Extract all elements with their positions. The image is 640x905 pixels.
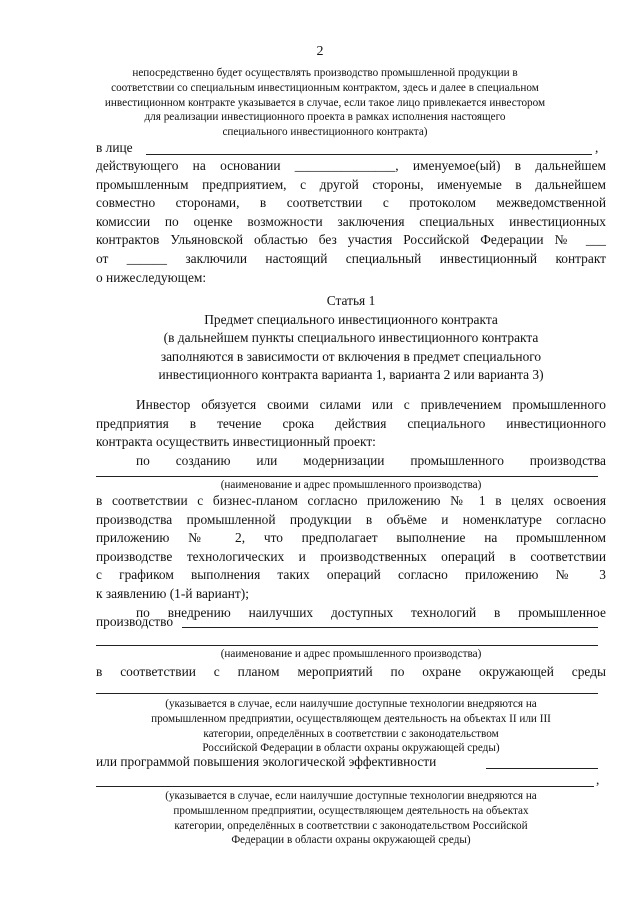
eco-program-line: или программой повышения экологической эффективности bbox=[96, 754, 437, 769]
investor-line: контракта осуществить инвестиционный проект: bbox=[96, 434, 376, 450]
variant1-line: производстве технологических и производственных операций в соответствии bbox=[96, 548, 606, 564]
eco-program-blank-b bbox=[96, 786, 594, 787]
note-line: Российской Федерации в области охраны окружающей среды) bbox=[202, 742, 500, 755]
variant1-line: в соответствии с бизнес-планом согласно приложению № 1 в целях освоения bbox=[96, 493, 606, 508]
production-blank-1 bbox=[96, 476, 598, 477]
caption-production-2: (наименование и адрес промышленного производства) bbox=[220, 648, 482, 660]
note-line: категории, определённых в соответствии с законодательством Российской bbox=[174, 819, 528, 832]
variant1-line: к заявлению (1-й вариант); bbox=[96, 585, 249, 601]
note-line: Федерации в области охраны окружающей среды) bbox=[231, 834, 471, 847]
paragraph-line: промышленным предприятием, с другой стороны, именуемые в дальнейшем bbox=[96, 176, 606, 192]
note-line: (указывается в случае, если наилучшие доступные технологии внедряются на bbox=[165, 790, 537, 802]
note-eco-program bbox=[96, 789, 606, 848]
env-plan-blank bbox=[96, 693, 598, 694]
article-heading bbox=[96, 292, 606, 385]
intro-note-line: инвестиционном контракте указывается в случае, если такое лицо привлекается инвестором bbox=[104, 96, 546, 109]
investor-line: предприятия в течение срока действия специального инвестиционного bbox=[96, 415, 606, 431]
article-title: Статья 1 bbox=[326, 293, 376, 308]
note-line: (указывается в случае, если наилучшие доступные технологии внедряются на bbox=[165, 698, 537, 710]
production-blank-2b bbox=[96, 645, 598, 646]
article-note-line: инвестиционного контракта варианта 1, варианта 2 или варианта 3) bbox=[158, 367, 544, 383]
investor-line: Инвестор обязуется своими силами или с привлечением промышленного bbox=[136, 397, 606, 412]
investor-paragraph bbox=[96, 396, 606, 470]
representative-blank bbox=[146, 154, 592, 155]
page-number: 2 bbox=[316, 44, 324, 59]
v-litse-comma: , bbox=[595, 140, 599, 155]
caption-production-1: (наименование и адрес промышленного производства) bbox=[220, 479, 482, 491]
note-env-plan bbox=[96, 697, 606, 756]
paragraph-line: совместно сторонами, в соответствии с протоколом межведомственной bbox=[96, 195, 606, 211]
intro-note-line: непосредственно будет осуществлять производство промышленной продукции в bbox=[132, 67, 518, 79]
investor-line: по созданию или модернизации промышленного производства bbox=[136, 452, 606, 468]
v-litse-label: в лице bbox=[96, 140, 133, 155]
paragraph-line: действующего на основании _______________, именуемое(ый) в дальнейшем bbox=[96, 158, 606, 173]
variant1-line: производства промышленной продукции в объёме и номенклатуре согласно bbox=[96, 511, 606, 527]
paragraph-line: комиссии по оценке возможности заключения специальных инвестиционных bbox=[96, 213, 606, 229]
note-line: категории, определённых в соответствии с законодательством bbox=[203, 727, 499, 740]
env-plan-paragraph bbox=[96, 663, 606, 682]
env-plan-line: в соответствии с планом мероприятий по охране окружающей среды bbox=[96, 664, 606, 679]
intro-note-line: для реализации инвестиционного проекта в рамках исполнения настоящего bbox=[144, 111, 506, 124]
eco-program-comma: , bbox=[596, 772, 600, 787]
paragraph-line: контрактов Ульяновской областью без участия Российской Федерации № ___ bbox=[96, 232, 606, 248]
intro-note-line: специального инвестиционного контракта) bbox=[222, 126, 428, 139]
intro-note-line: соответствии со специальным инвестиционным контрактом, здесь и далее в специальном bbox=[111, 81, 539, 94]
paragraph-line: от ______ заключили настоящий специальный инвестиционный контракт bbox=[96, 250, 606, 266]
variant2-production-label: производство bbox=[96, 614, 174, 629]
article-subtitle: Предмет специального инвестиционного контракта bbox=[204, 311, 498, 327]
eco-program-blank-a bbox=[486, 768, 598, 769]
note-line: промышленном предприятии, осуществляющем деятельность на объектах bbox=[173, 804, 529, 817]
variant1-line: приложению № 2, что предполагает выполнение на промышленном bbox=[96, 530, 606, 546]
paragraph-line: о нижеследующем: bbox=[96, 269, 207, 285]
variant1-paragraph bbox=[96, 492, 606, 604]
article-note-line: заполняются в зависимости от включения в предмет специального bbox=[160, 348, 542, 364]
variant2-line: по внедрению наилучших доступных технологий в промышленное bbox=[136, 605, 606, 620]
paragraph-parties bbox=[96, 157, 606, 287]
intro-note bbox=[95, 66, 555, 140]
production-blank-2a bbox=[182, 627, 598, 628]
article-note-line: (в дальнейшем пункты специального инвестиционного контракта bbox=[163, 330, 539, 346]
variant1-line: с графиком выполнения таких операций согласно приложению № 3 bbox=[96, 567, 606, 583]
note-line: промышленном предприятии, осуществляющем деятельность на объектах II или III bbox=[151, 712, 551, 725]
